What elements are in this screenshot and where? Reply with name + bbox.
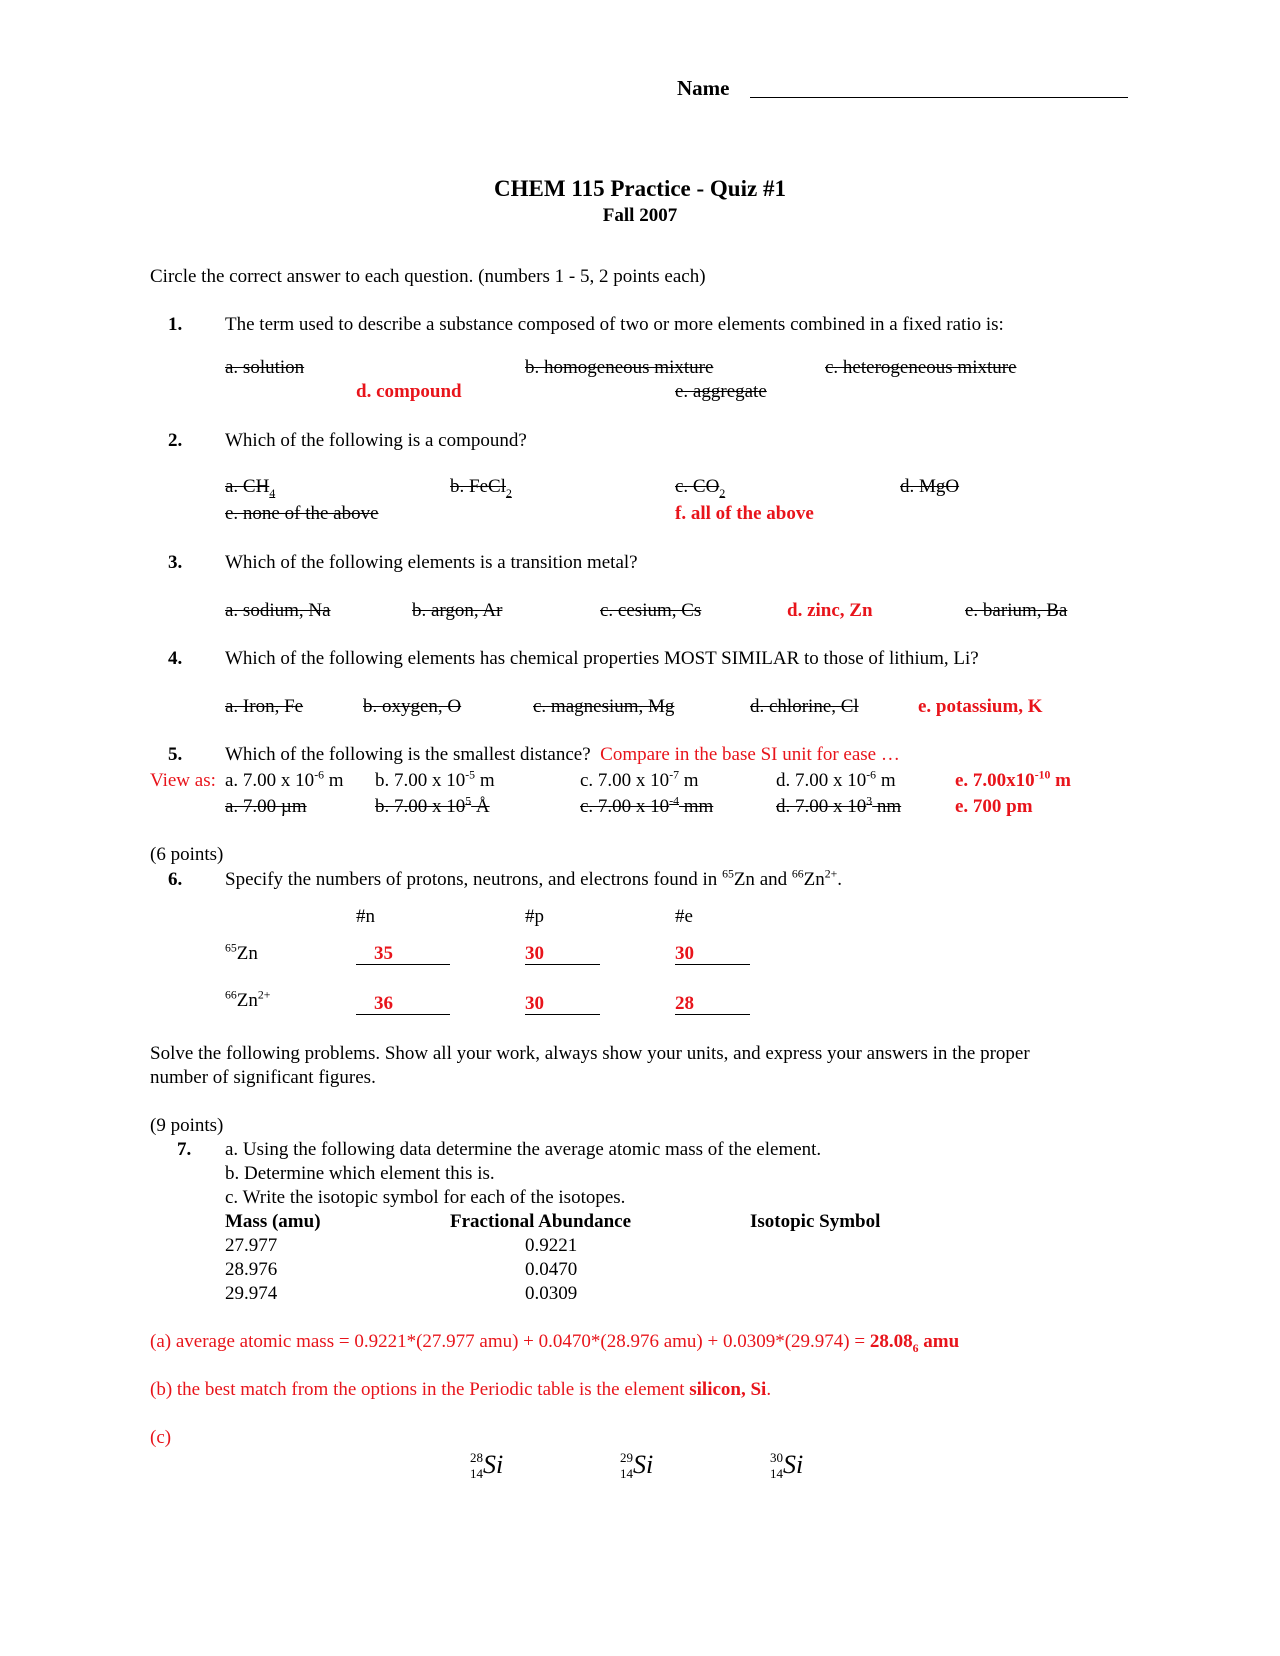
q3-option-e[interactable]: e. barium, Ba: [965, 600, 1068, 621]
q1-option-a[interactable]: a. solution: [225, 357, 305, 378]
q2-option-f[interactable]: f. all of the above: [675, 503, 814, 524]
q6-row-1-n[interactable]: 35: [356, 943, 450, 965]
q2-option-a[interactable]: a. $CH_4$: [225, 476, 276, 500]
q1-option-e[interactable]: e. aggregate: [675, 381, 767, 402]
q4-option-b[interactable]: b. oxygen, O: [363, 696, 462, 717]
q7-answer-c: (c): [150, 1427, 172, 1448]
q7-part-a: a. Using the following data determine the average atomic mass of the element.: [225, 1139, 822, 1160]
q5-text: Which of the following is the smallest distance?: [225, 744, 591, 765]
q6-row-2-n[interactable]: 36: [356, 993, 450, 1015]
name-line[interactable]: [750, 97, 1128, 98]
q5-si-e: e. $7.00x10^{-10}$ m: [955, 768, 1071, 791]
q4-option-d[interactable]: d. chlorine, Cl: [750, 696, 859, 717]
q7-row-1-mass: 27.977: [225, 1235, 278, 1256]
q4-option-e[interactable]: e. potassium, K: [918, 696, 1043, 717]
q6-row-1-e[interactable]: 30: [675, 943, 750, 965]
q4-text: Which of the following elements has chemical properties MOST SIMILAR to those of lithium, Li?: [225, 648, 979, 669]
q1-number: 1.: [168, 314, 183, 335]
q5-si-c: c. 7.00 x $10^{-7}$ m: [580, 768, 699, 791]
q3-text: Which of the following elements is a transition metal?: [225, 552, 638, 573]
q5-option-a[interactable]: a. 7.00 µm: [225, 796, 307, 817]
q3-option-b[interactable]: b. argon, Ar: [412, 600, 503, 621]
q1-option-d[interactable]: d. compound: [356, 381, 462, 402]
q3-number: 3.: [168, 552, 183, 573]
q3-option-d[interactable]: d. zinc, Zn: [787, 600, 873, 621]
q6-row-2-label: $^{66}Zn^{2+}$: [225, 988, 271, 1011]
q7-col-abundance: Fractional Abundance: [450, 1211, 632, 1232]
instructions: Circle the correct answer to each question. (numbers 1 - 5, 2 points each): [150, 266, 706, 287]
q5-si-b: b. 7.00 x $10^{-5}$ m: [375, 768, 495, 791]
q5-view-as: View as:: [150, 770, 216, 791]
q7-answer-b: (b) the best match from the options in the Periodic table is the element silicon, Si.: [150, 1379, 772, 1400]
q5-option-e[interactable]: e. 700 pm: [955, 796, 1033, 817]
q1-option-b[interactable]: b. homogeneous mixture: [525, 357, 714, 378]
q7-points: (9 points): [150, 1115, 224, 1136]
q7-number: 7.: [177, 1139, 192, 1160]
q6-col-n: #n: [356, 906, 375, 927]
isotope-symbol-3: 30 14 Si: [770, 1450, 804, 1482]
q7-col-mass: Mass (amu): [225, 1211, 321, 1232]
q6-row-2-p[interactable]: 30: [525, 993, 600, 1015]
q6-col-p: #p: [525, 906, 544, 927]
q6-col-e: #e: [675, 906, 693, 927]
q1-option-c[interactable]: c. heterogeneous mixture: [825, 357, 1017, 378]
q2-option-c[interactable]: c. $CO_2$: [675, 476, 726, 500]
q6-row-2-e[interactable]: 28: [675, 993, 750, 1015]
q3-option-a[interactable]: a. sodium, Na: [225, 600, 331, 621]
q4-option-a[interactable]: a. Iron, Fe: [225, 696, 304, 717]
q2-number: 2.: [168, 430, 183, 451]
q2-option-e[interactable]: e. none of the above: [225, 503, 379, 524]
q6-row-1-label: $^{65}$Zn: [225, 941, 258, 964]
q2-option-d[interactable]: d. MgO: [900, 476, 960, 497]
q7-row-2-mass: 28.976: [225, 1259, 278, 1280]
q1-text: The term used to describe a substance composed of two or more elements combined in a fixed ratio is:: [225, 314, 1004, 335]
q7-part-c: c. Write the isotopic symbol for each of the isotopes.: [225, 1187, 626, 1208]
q6-points: (6 points): [150, 844, 224, 865]
q5-hint: Compare in the base SI unit for ease …: [600, 744, 900, 765]
isotope-symbol-1: 28 14 Si: [470, 1450, 504, 1482]
q5-si-a: a. 7.00 x $10^{-6}$ m: [225, 768, 344, 791]
q7-row-1-abund: 0.9221: [525, 1235, 578, 1256]
q7-answer-a: (a) average atomic mass = 0.9221*(27.977 amu) + 0.0470*(28.976 $amu) + 0.0309*(29.974) = 28.08_6$ amu: [150, 1331, 960, 1355]
page-title: CHEM 115 Practice - Quiz #1: [494, 176, 786, 201]
q5-option-c[interactable]: c. 7.00 x $10^{-4}$ mm: [580, 794, 714, 817]
q4-number: 4.: [168, 648, 183, 669]
page-subtitle: Fall 2007: [602, 205, 678, 226]
q4-option-c[interactable]: c. magnesium, Mg: [533, 696, 675, 717]
q6-text: Specify the numbers of protons, neutrons, and electrons found in $^{65}$Zn and $^{66}Zn^{2+}$.: [225, 867, 843, 890]
q5-option-d[interactable]: d. 7.00 x $10^3$ nm: [776, 794, 902, 817]
q6-number: 6.: [168, 869, 183, 890]
q7-col-symbol: Isotopic Symbol: [750, 1211, 881, 1232]
q5-si-d: d. 7.00 x $10^{-6}$ m: [776, 768, 896, 791]
q7-part-b: b. Determine which element this is.: [225, 1163, 495, 1184]
q3-option-c[interactable]: c. cesium, Cs: [600, 600, 702, 621]
q5-number: 5.: [168, 744, 183, 765]
q2-option-b[interactable]: b. FeCl$_2$: [450, 476, 512, 500]
q2-text: Which of the following is a compound?: [225, 430, 527, 451]
isotope-symbol-2: 29 14 Si: [620, 1450, 654, 1482]
q7-row-3-abund: 0.0309: [525, 1283, 578, 1304]
q6-row-1-p[interactable]: 30: [525, 943, 600, 965]
q5-text-line: [225, 744, 900, 766]
q7-row-3-mass: 29.974: [225, 1283, 278, 1304]
q5-option-b[interactable]: b. 7.00 x $10^5$ Å: [375, 794, 490, 817]
solve-instructions-line1: Solve the following problems. Show all your work, always show your units, and express your answers in the proper: [150, 1043, 1030, 1064]
q7-row-2-abund: 0.0470: [525, 1259, 578, 1280]
name-label: Name: [677, 76, 730, 100]
solve-instructions-line2: number of significant figures.: [150, 1067, 376, 1088]
